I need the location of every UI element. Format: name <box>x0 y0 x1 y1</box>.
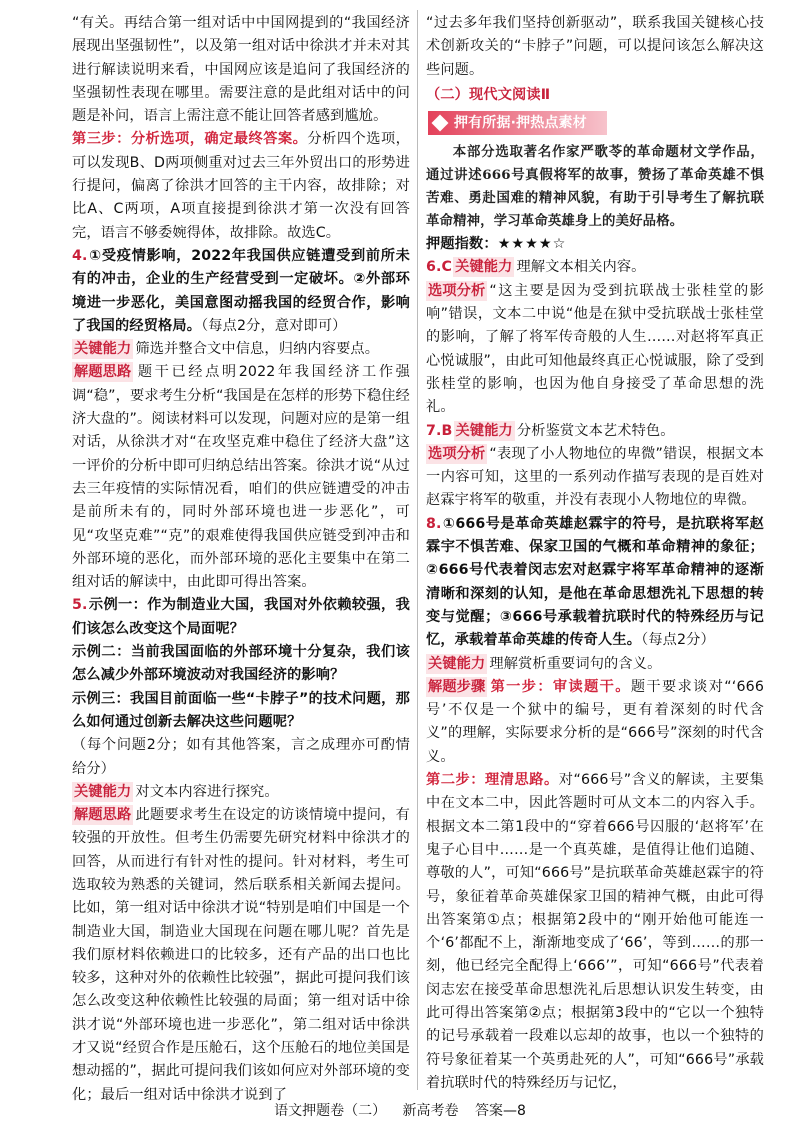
star-rating-icon: ★★★★☆ <box>497 236 567 253</box>
q8-step2-label: 第二步：理清思路。 <box>426 772 559 789</box>
column-divider <box>417 10 418 1090</box>
banner-text: 押有所据·押热点素材 <box>454 115 587 132</box>
q4-answer <box>72 245 410 338</box>
paragraph-continuation-right: “过去多年我们坚持创新驱动”，联系我国关键核心技术创新攻关的“卡脖子”问题，可以提问该怎么解决这些问题。 <box>426 15 764 78</box>
prediction-index <box>426 233 764 256</box>
q7-number: 7.B <box>426 422 453 439</box>
q5-thinking-text: 此题要求考生在设定的访谈情境中提问，有较强的开放性。但考生仍需要先研究材料中徐洪才的回答，从而进行有针对性的提问。针对材料，考生可选取较为熟悉的关键词，然后联系相关新闻去提问。比如，第一组对话中徐洪才说“特别是咱们中国是一个制造业大国，制造业大国现在问题在哪儿呢？首先是我们原材料依赖进口的比较多，还有产品的出口也比较多，这种对外的依赖性比较强”，据此可提问我们该怎么改变这种依赖性比较强的局面；第一组对话中徐洪才说“外部环境也进一步恶化”，第二组对话中徐洪才又说“经贸合作是压舱石，这个压舱石的地位美国是想动摇的”，据此可提问我们该如何应对外部环境的变化；最后一组对话中徐洪才说到了 <box>72 807 410 1103</box>
q8-steps-tag: 解题步骤 <box>428 678 486 695</box>
q5-thinking <box>72 804 410 1107</box>
hotspot-banner <box>428 111 607 135</box>
q4-thinking-text: 题干已经点明2022年我国经济工作强调“稳”，要求考生分析“我国是在怎样的形势下稳住经济大盘的”。阅读材料可以发现，问题对应的是第一组对话，从徐洪才对“在攻坚克难中稳住了经济大盘”这一评价的分析中即可归纳总结出答案。徐洪才说“从过去三年疫情的实际情况看，咱们的供应链遭受的冲击是前所未有的，同时外部环境也进一步恶化”，可见“攻坚克难”“克”的艰难使得我国供应链受到冲击和外部环境的恶化，而外部环境的恶化主要集中在第二组对话的解读中，由此即可得出答案。 <box>72 364 410 591</box>
footer-edition: 新高考卷 <box>402 1103 459 1119</box>
q8-step2-text: 对“666号”含义的解读，主要集中在文本二中，因此答题时可从文本二的内容入手。根据文本二第1段中的“穿着666号囚服的‘赵将军’在鬼子心目中……是一个真英雄，是值得让他们追随、尊敬的人”，可知“666号”是抗联革命英雄赵霖宇的符号，象征着革命英雄保家卫国的精神气概，由此可得出答案第①点；根据第2段中的“刚开始他可能连一个‘6’都配不上，渐渐地变成了‘66’，等到……的那一刻，他已经完全配得上‘666’”，可知“666号”代表着闵志宏在接受革命思想洗礼后思想认识发生转变，由此可得出答案第②点；根据第3段中的“它以一个独特的记号承载着一段难以忘却的故事，也以一个独特的符号象征着某一个英勇赴死的人”，可知“666号”承载着抗联时代的特殊经历与记忆， <box>426 772 764 1091</box>
q6-option <box>426 280 764 420</box>
q5-ability <box>72 781 410 804</box>
step3-text: 分析四个选项，可以发现B、D两项侧重对过去三年外贸出口的形势进行提问，偏离了徐洪才回答的主干内容，故排除；对比A、C两项，A项直接提到徐洪才第一次没有回答完，语言不够委婉得体，故排除。故选C。 <box>72 131 410 241</box>
q8-ability-tag: 关键能力 <box>428 655 486 672</box>
q8-step1-label: 第一步：审读题干。 <box>489 678 631 695</box>
paragraph-continuation: “有关。再结合第一组对话中中国网提到的“我国经济展现出坚强韧性”，以及第一组对话中徐洪才并未对其进行解读说明来看，中国网应该是追问了我国经济的坚强韧性表现在哪里。需要注意的是此组对话中的问题是补问，语言上需注意不能让回答者感到尴尬。 <box>72 15 410 125</box>
q5-example-2: 示例二：当前我国面临的外部环境十分复杂，我们该怎么减少外部环境波动对我国经济的影响？ <box>72 644 410 684</box>
q8-ability-text: 理解赏析重要词句的含义。 <box>489 655 662 672</box>
q7-option-tag: 选项分析 <box>428 445 486 462</box>
q6-ability-text: 理解文本相关内容。 <box>516 259 646 276</box>
q4-thinking <box>72 361 410 594</box>
footer-page-number: 答案—8 <box>474 1103 526 1119</box>
q6-option-tag: 选项分析 <box>428 282 486 299</box>
q5-example-1 <box>72 594 410 641</box>
q7-ability-text: 分析鉴赏文本艺术特色。 <box>516 422 675 439</box>
footer-title: 语文押题卷（二） <box>274 1103 387 1119</box>
q5-number: 5. <box>72 597 88 614</box>
q5-ability-tag: 关键能力 <box>74 783 132 800</box>
q8-answer <box>426 513 764 653</box>
q4-score: （每点2分，意对即可） <box>201 317 347 334</box>
q5-example-1-text: 示例一：作为制造业大国，我国对外依赖较强，我们该怎么改变这个局面呢？ <box>72 597 410 637</box>
q6-ability-tag: 关键能力 <box>455 259 513 276</box>
page-footer <box>0 1100 800 1120</box>
section-title: （二）现代文阅读Ⅱ <box>426 86 551 103</box>
prediction-index-label: 押题指数： <box>426 236 498 253</box>
left-column <box>72 12 410 1107</box>
right-column <box>426 12 764 1095</box>
step3-label: 第三步：分析选项，确定最终答案。 <box>72 131 308 148</box>
diamond-icon <box>432 115 449 132</box>
q5-example-3: 示例三：我国目前面临一些“卡脖子”的技术问题，那么如何通过创新去解决这些问题呢？ <box>72 690 410 730</box>
q5-ability-text: 对文本内容进行探究。 <box>135 783 279 800</box>
q4-ability-tag: 关键能力 <box>74 341 132 358</box>
q4-number: 4. <box>72 247 88 264</box>
step3-paragraph <box>72 128 410 244</box>
section-intro: 本部分选取著名作家严歌苓的革命题材文学作品，通过讲述666号真假将军的故事，赞扬了革命英雄不惧苦难、勇赴国难的精神风貌，有助于引导考生了解抗联革命精神，学习革命英雄身上的美好品格。 <box>426 144 764 230</box>
q8-step1-text: 题干要求谈对“‘666号’不仅是一个狱中的编号，更有着深刻的时代含义”的理解，实际要求分析的是“666号”深刻的时代含义。 <box>426 678 764 765</box>
q8-score: （每点2分） <box>641 632 715 649</box>
q5-score: （每个问题2分；如有其他答案，言之成理亦可酌情给分） <box>72 737 410 777</box>
q8-answer-text: ①666号是革命英雄赵霖宇的符号，是抗联将军赵霖宇不惧苦难、保家卫国的气概和革命精神的象征；②666号代表着闵志宏对赵霖宇将军革命精神的逐渐清晰和深刻的认知，是他在革命思想洗礼下思想的转变与觉醒；③666号承载着抗联时代的特殊经历与记忆，承载着革命英雄的传奇人生。 <box>426 515 764 649</box>
q7-option-text: “表现了小人物地位的卑微”错误，根据文本一内容可知，这里的一系列动作描写表现的是百姓对赵霖宇将军的敬重，并没有表现小人物地位的卑微。 <box>426 445 764 509</box>
q7-option <box>426 443 764 513</box>
q4-thinking-tag: 解题思路 <box>74 364 132 381</box>
q4-ability-text: 筛选并整合文中信息，归纳内容要点。 <box>135 341 380 358</box>
q6-option-text: “这主要是因为受到抗联战士张桂堂的影响”错误，文本二中说“他是在狱中受抗联战士张桂堂的影响，了解了将军传奇般的人生……对赵将军真正心悦诚服”，由此可知他最终真正心悦诚服，除了受到张桂堂的影响，也因为他自身接受了革命思想的洗礼。 <box>426 282 764 416</box>
q5-thinking-tag: 解题思路 <box>74 807 132 824</box>
q8-step1 <box>426 676 764 769</box>
q7-ability <box>426 420 764 443</box>
q4-answer-text: ①受疫情影响，2022年我国供应链遭受到前所未有的冲击，企业的生产经营受到一定破坏。②外部环境进一步恶化，美国意图动摇我国的经贸合作，影响了我国的经贸格局。 <box>72 247 410 334</box>
q8-ability <box>426 653 764 676</box>
q6-number: 6.C <box>426 259 453 276</box>
q6-ability <box>426 256 764 279</box>
q7-ability-tag: 关键能力 <box>455 422 513 439</box>
q4-ability <box>72 338 410 361</box>
q8-number: 8. <box>426 515 442 532</box>
q8-step2 <box>426 769 764 1095</box>
